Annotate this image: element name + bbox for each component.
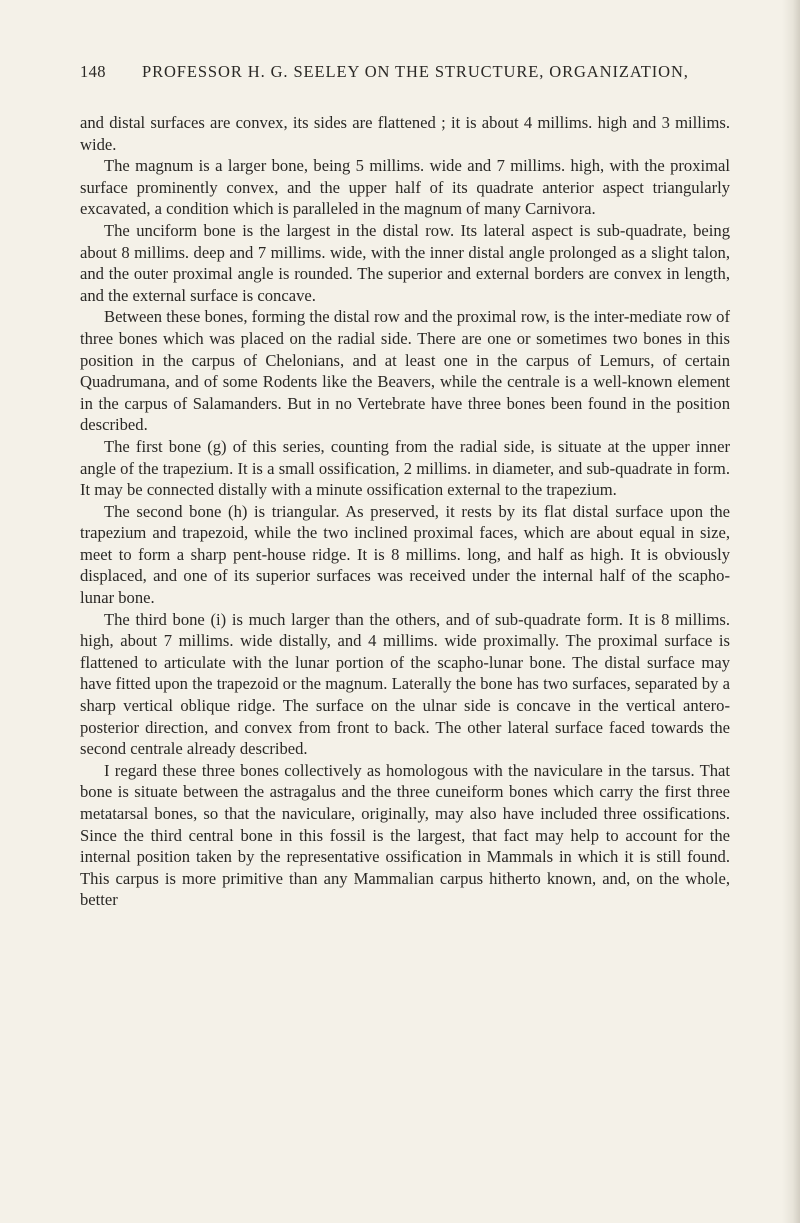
paragraph-naviculare: I regard these three bones collectively as homologous with the naviculare in the tarsus. That bone is situate between the astragalus and the three cuneiform bones which carry the first three metatarsal bones, so that the naviculare, originally, may also have included three ossifications. Since the third central bone in this fossil is the largest, that fact may help to account for the internal position taken by the representative ossification in Mammals in which it is still found. This carpus is more primitive than any Mammalian carpus hitherto known, and, on the whole, better xyxy=(80,760,730,910)
body-text xyxy=(80,112,730,911)
paragraph-intermediate-row: Between these bones, forming the distal row and the proximal row, is the inter-mediate row of three bones which was placed on the radial side. There are one or sometimes two bones in this position in the carpus of Chelonians, and at least one in the carpus of Lemurs, of certain Quadrumana, and of some Rodents like the Beavers, while the centrale is a well-known element in the carpus of Salamanders. But in no Vertebrate have three bones been found in the position described. xyxy=(80,307,730,435)
paragraph-magnum: The magnum is a larger bone, being 5 millims. wide and 7 millims. high, with the proximal surface prominently convex, and the upper half of its quadrate anterior aspect triangularly excavated, a condition which is paralleled in the magnum of many Carnivora. xyxy=(80,156,730,219)
paragraph-second-bone: The second bone (h) is triangular. As preserved, it rests by its flat distal surface upon the trapezium and trapezoid, while the two inclined proximal faces, which are about equal in size, meet to form a sharp pent-house ridge. It is 8 millims. long, and half as high. It is obviously displaced, and one of its superior surfaces was received under the internal half of the scapho-lunar bone. xyxy=(80,501,730,608)
paragraph-unciform: The unciform bone is the largest in the distal row. Its lateral aspect is sub-quadrate, being about 8 millims. deep and 7 millims. wide, with the inner distal angle prolonged as a slight talon, and the outer proximal angle is rounded. The superior and external borders are convex in length, and the external surface is concave. xyxy=(80,220,730,305)
running-head-title: PROFESSOR H. G. SEELEY ON THE STRUCTURE, ORGANIZATION, xyxy=(142,62,689,81)
paragraph-first-bone: The first bone (g) of this series, counting from the radial side, is situate at the upper inner angle of the trapezium. It is a small ossification, 2 millims. in diameter, and sub-quadrate in form. It may be connected distally with a minute ossification external to the trapezium. xyxy=(80,436,730,500)
page-edge-shadow xyxy=(782,0,800,1223)
paragraph-continued: and distal surfaces are convex, its sides are flattened ; it is about 4 millims. high and 3 millims. wide. xyxy=(80,113,730,154)
running-head xyxy=(80,62,730,88)
page-number: 148 xyxy=(80,62,106,81)
paragraph-third-bone: The third bone (i) is much larger than the others, and of sub-quadrate form. It is 8 millims. high, about 7 millims. wide distally, and 4 millims. wide proximally. The proximal surface is flattened to articulate with the lunar portion of the scapho-lunar bone. The distal surface may have fitted upon the trapezoid or the magnum. Laterally the bone has two surfaces, separated by a sharp vertical oblique ridge. The surface on the ulnar side is concave in the vertical antero-posterior direction, and convex from front to back. The other lateral surface faced towards the second centrale already described. xyxy=(80,609,730,759)
